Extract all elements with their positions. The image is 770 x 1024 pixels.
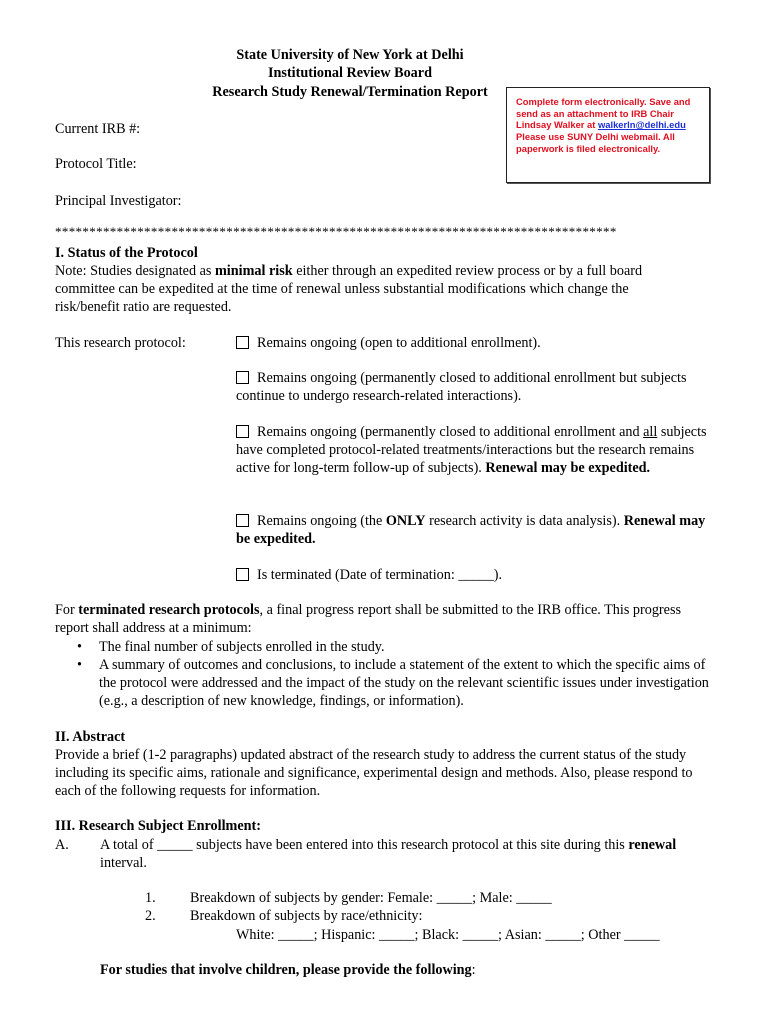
renewal-expedited-note-2: Renewal may be expedited. — [236, 513, 706, 547]
principal-investigator-label: Principal Investigator: — [55, 193, 182, 209]
checkbox-ongoing-closed-interactions[interactable] — [236, 371, 249, 384]
option-ongoing-open — [236, 334, 716, 352]
children-studies-text: For studies that involve children, please provide the following — [100, 962, 472, 978]
renewal-expedited-note: Renewal may be expedited. — [485, 460, 651, 476]
termination-date-field[interactable]: _____ — [458, 567, 494, 583]
renewal-term: renewal — [628, 837, 677, 853]
option-data-analysis-label: Remains ongoing (the — [257, 513, 386, 529]
current-irb-label: Current IRB #: — [55, 121, 141, 137]
protocol-title-label: Protocol Title: — [55, 156, 137, 172]
list-item: • The final number of subjects enrolled in the study. — [55, 638, 721, 656]
notice-text-after: Please use SUNY Delhi webmail. All paperwork is filed electronically. — [516, 131, 675, 154]
subjects-total-text-end: interval. — [100, 855, 147, 871]
subjects-total-text-start: A total of _____ subjects have been entered into this research protocol at this site during this — [100, 837, 629, 853]
termination-requirements-list — [55, 638, 721, 710]
race-breakdown-label: Breakdown of subjects by race/ethnicity: — [190, 908, 423, 924]
option-ongoing-followup-label: Remains ongoing (permanently closed to additional enrollment and — [257, 424, 644, 440]
section3-heading: III. Research Subject Enrollment: — [55, 818, 261, 834]
checkbox-data-analysis[interactable] — [236, 514, 249, 527]
termination-paragraph — [55, 601, 695, 637]
instructions-notice-box — [506, 87, 710, 183]
termination-text-rest: , a final progress report shall be submitted to the IRB office. This progress report shall address at a minimum: — [55, 602, 681, 636]
children-studies-heading — [100, 961, 476, 979]
option-data-analysis-label-rest: research activity is data analysis). — [425, 513, 624, 529]
irb-chair-email-link[interactable]: walkerln@delhi.edu — [597, 119, 686, 131]
this-research-protocol-label: This research protocol: — [55, 335, 186, 351]
all-emphasis: all — [643, 424, 658, 440]
item-1-number: 1. — [145, 890, 156, 906]
gender-breakdown: Breakdown of subjects by gender: Female: _____; Male: _____ — [190, 890, 552, 906]
termination-text: For — [55, 602, 79, 618]
checkbox-terminated[interactable] — [236, 568, 249, 581]
terminated-protocols-term: terminated research protocols — [78, 602, 260, 618]
option-ongoing-followup — [236, 423, 718, 477]
header-board: Institutional Review Board — [268, 65, 432, 81]
header-institution: State University of New York at Delhi — [236, 47, 464, 63]
only-emphasis: ONLY — [385, 513, 426, 529]
section2-heading: II. Abstract — [55, 729, 126, 745]
race-breakdown-fields: White: _____; Hispanic: _____; Black: _____; Asian: _____; Other _____ — [236, 927, 660, 943]
option-ongoing-closed-interactions — [236, 369, 688, 405]
minimal-risk-term: minimal risk — [214, 263, 293, 279]
option-terminated-label-end: ). — [493, 567, 503, 583]
checkbox-ongoing-open[interactable] — [236, 336, 249, 349]
option-data-analysis — [236, 512, 718, 548]
option-ongoing-open-label: Remains ongoing (open to additional enrollment). — [257, 335, 541, 351]
section-divider: ********************************************************************************** — [55, 224, 617, 239]
note-text-rest: either through an expedited review process or by a full board committee can be expedited at the time of renewal unless substantial modifications which change the risk/benefit ratio are requested. — [55, 263, 643, 315]
children-studies-colon: : — [471, 962, 476, 978]
abstract-instructions: Provide a brief (1-2 paragraphs) updated abstract of the research study to address the current status of the study including its specific aims, rationale and significance, experimental design and methods. Also, please respond to each of the following requests for information. — [55, 747, 693, 799]
checkbox-ongoing-followup[interactable] — [236, 425, 249, 438]
note-text: Note: Studies designated as — [55, 263, 215, 279]
option-ongoing-closed-interactions-label: Remains ongoing (permanently closed to additional enrollment but subjects continue to undergo research-related interactions). — [236, 370, 687, 404]
section1-note — [55, 262, 695, 316]
page-title: Research Study Renewal/Termination Report — [212, 84, 488, 100]
item-a-label: A. — [55, 837, 69, 853]
subjects-total-text — [100, 836, 720, 872]
option-ongoing-followup-label-rest: subjects have completed protocol-related treatments/interactions but the research remains active for long-term follow-up of subjects). — [236, 424, 707, 476]
option-terminated — [236, 566, 716, 584]
notice-text: Complete form electronically. Save and send as an attachment to IRB Chair Lindsay Walker at — [516, 96, 691, 131]
section1-heading: I. Status of the Protocol — [55, 245, 198, 261]
list-item: • A summary of outcomes and conclusions, to include a statement of the extent to which the specific aims of the protocol were addressed and the impact of the study on the relevant scientific issues under investigation (e.g., a description of new knowledge, findings, or information). — [55, 656, 721, 710]
item-2-number: 2. — [145, 908, 156, 924]
option-terminated-label: Is terminated (Date of termination: — [257, 567, 459, 583]
